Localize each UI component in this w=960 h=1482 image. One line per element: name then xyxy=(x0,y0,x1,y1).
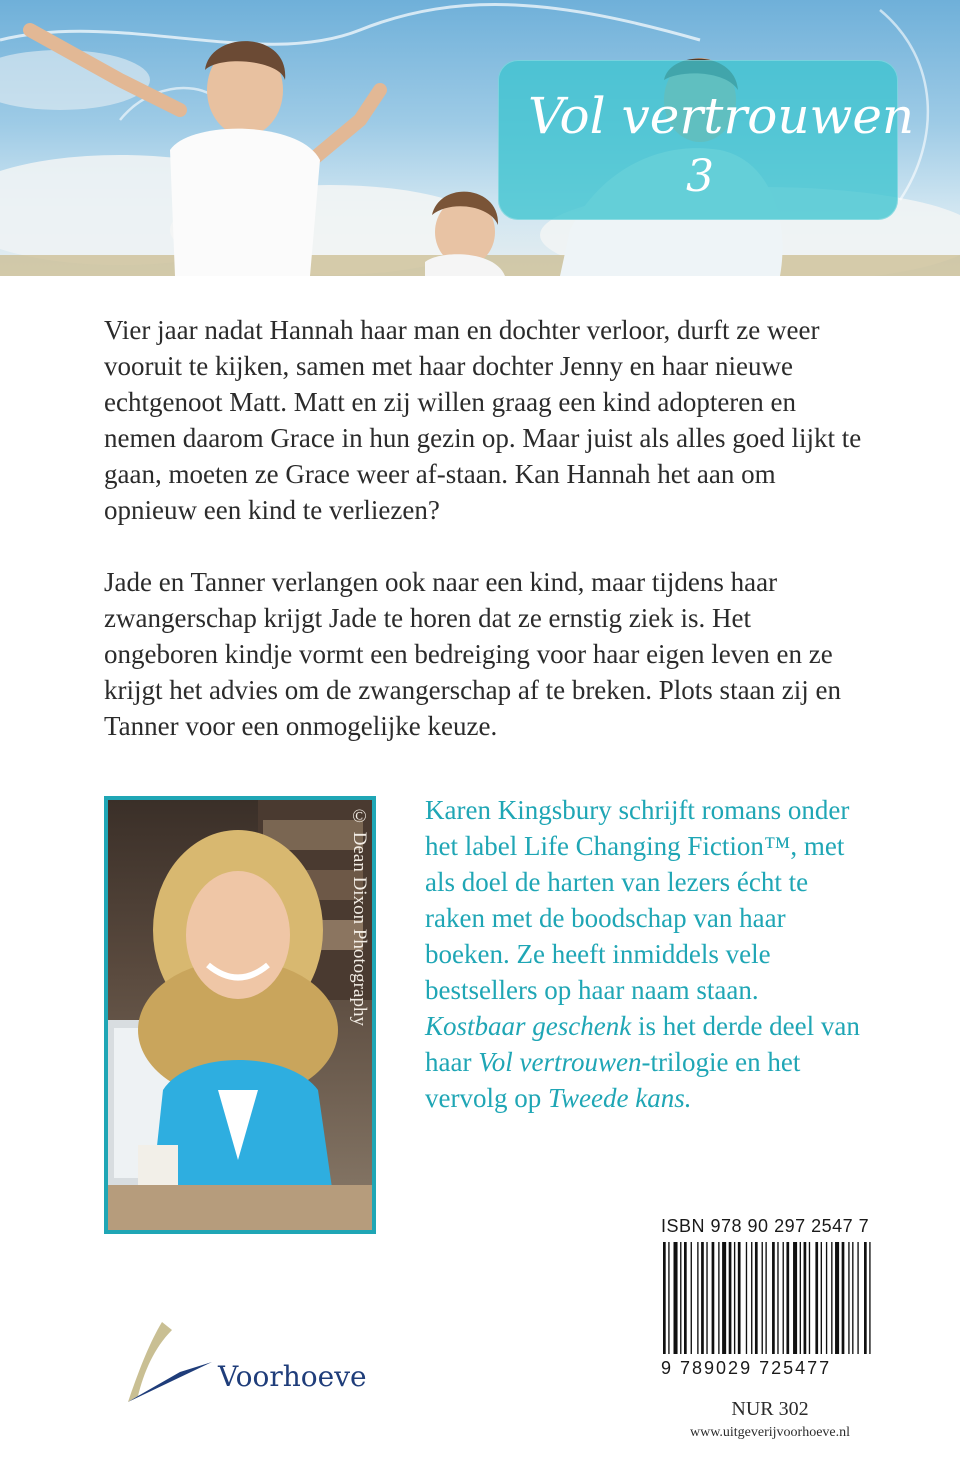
barcode-bar xyxy=(783,1242,784,1354)
isbn-barcode xyxy=(661,1216,879,1384)
barcode-bar xyxy=(809,1242,810,1354)
barcode-bar xyxy=(793,1242,797,1354)
cover-photo xyxy=(0,0,960,276)
barcode-bar xyxy=(712,1242,715,1354)
barcode-bar xyxy=(826,1242,827,1354)
blurb-paragraph-2: Jade en Tanner verlangen ook naar een kind, maar tijdens haar zwangerschap krijgt Jade te horen dat ze ernstig ziek is. Het ongeboren kindje vormt een bedreiging voor haar eigen leven en ze krijgt het advies om de zwangerschap af te breken. Plots staan zij en Tanner voor een onmogelijke keuze. xyxy=(104,567,842,741)
series-title: Vol vertrouwen xyxy=(528,87,915,145)
barcode-bar xyxy=(706,1242,707,1354)
barcode-bar xyxy=(684,1242,687,1354)
barcode-bar xyxy=(663,1242,666,1354)
barcode-bar xyxy=(722,1242,726,1354)
author-bio-book-2: Tweede kans. xyxy=(547,1083,692,1113)
author-portrait-illustration xyxy=(108,800,372,1230)
barcode-bar xyxy=(804,1242,807,1354)
barcode-bar xyxy=(680,1242,681,1354)
barcode-bar xyxy=(668,1242,669,1354)
author-photo xyxy=(104,796,376,1234)
barcode-bar xyxy=(777,1242,778,1354)
barcode-bar xyxy=(746,1242,747,1354)
publisher-name: Voorhoeve xyxy=(218,1360,367,1393)
nur-code: NUR 302 xyxy=(731,1398,809,1420)
author-bio-text-1: Karen Kingsbury schrijft romans onder het label Life Changing Fiction™, met als doel de harten van lezers écht te raken met de boodschap van haar boeken. Ze heeft inmiddels vele bestsellers op haar naam staan. xyxy=(425,795,850,1005)
barcode-bar xyxy=(869,1242,870,1354)
isbn-label: ISBN 978 90 297 2547 7 xyxy=(661,1216,870,1236)
barcode-bar xyxy=(674,1242,678,1354)
barcode-bars xyxy=(661,1242,879,1354)
barcode-bar xyxy=(701,1242,704,1354)
series-number: 3 xyxy=(686,151,714,202)
barcode-digits: 9 789029 725477 xyxy=(661,1358,832,1378)
barcode-bar xyxy=(738,1242,741,1354)
barcode-bar xyxy=(848,1242,849,1354)
barcode-bar xyxy=(857,1242,858,1354)
barcode-bar xyxy=(800,1242,801,1354)
author-bio-series: Vol vertrouwen xyxy=(478,1047,642,1077)
barcode-bar xyxy=(697,1242,698,1354)
barcode-bar xyxy=(786,1242,789,1354)
author-portrait xyxy=(108,800,372,1230)
barcode-bar xyxy=(755,1242,758,1354)
quill-icon xyxy=(120,1312,220,1412)
author-bio-text-3: -trilogie en het vervolg op xyxy=(425,1047,801,1113)
author-bio xyxy=(425,792,865,1116)
publisher-url: www.uitgeverijvoorhoeve.nl xyxy=(689,1425,851,1440)
barcode-bar xyxy=(751,1242,752,1354)
barcode-bar xyxy=(765,1242,766,1354)
photo-credit: © Dean Dixon Photography xyxy=(349,806,370,1026)
barcode-bar xyxy=(835,1242,839,1354)
barcode-bar xyxy=(734,1242,735,1354)
barcode-bar xyxy=(864,1242,867,1354)
barcode-bar xyxy=(718,1242,719,1354)
blurb-paragraph-1: Vier jaar nadat Hannah haar man en dochter verloor, durft ze weer vooruit te kijken, samen met haar dochter Jenny en haar nieuwe echtgenoot Matt. Matt en zij willen graag een kind adopteren en nemen daarom Grace in hun gezin op. Maar juist als alles goed lijkt te gaan, moeten ze Grace weer af-staan. Kan Hannah het aan om opnieuw een kind te verliezen? xyxy=(104,315,862,525)
barcode-bar xyxy=(821,1242,822,1354)
barcode-bar xyxy=(852,1242,853,1354)
barcode-bar xyxy=(691,1242,692,1354)
barcode-bar xyxy=(762,1242,763,1354)
barcode-bar xyxy=(729,1242,732,1354)
author-bio-text-2: is het derde deel van haar xyxy=(425,1011,860,1077)
barcode-bar xyxy=(772,1242,775,1354)
barcode-bar xyxy=(842,1242,845,1354)
series-badge xyxy=(498,60,915,220)
publisher-logo xyxy=(120,1312,380,1412)
barcode-bar xyxy=(815,1242,818,1354)
barcode-bar xyxy=(831,1242,832,1354)
author-bio-book-1: Kostbaar geschenk xyxy=(425,1011,632,1041)
